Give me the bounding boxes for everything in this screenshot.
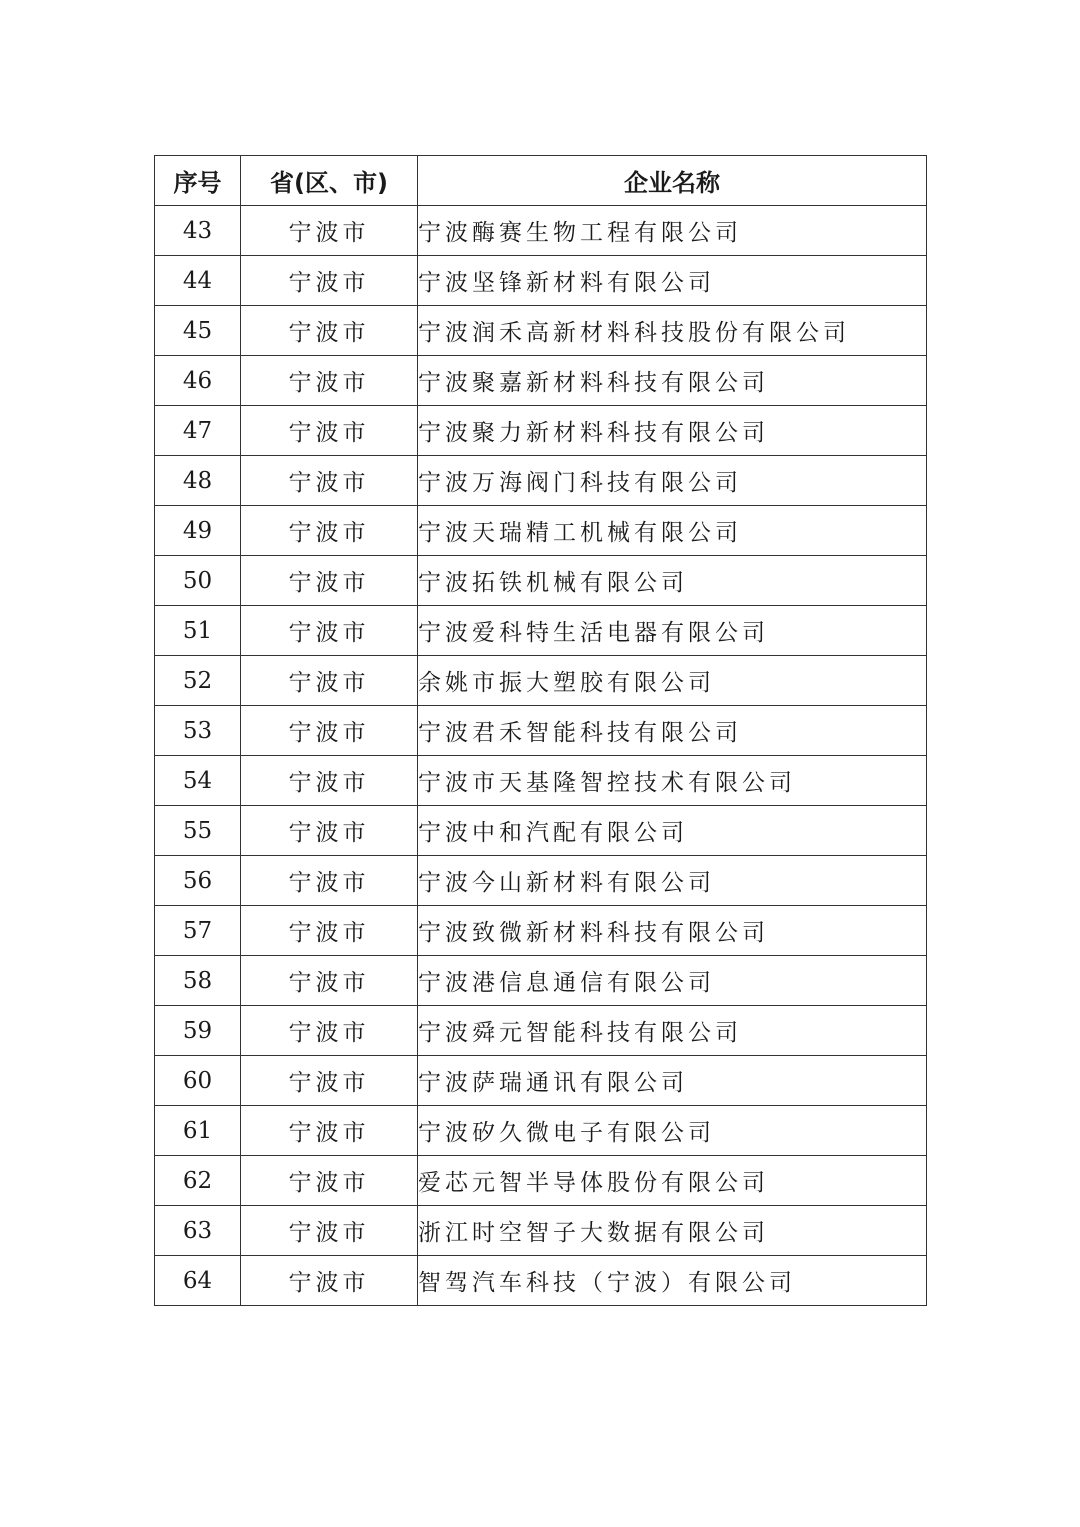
cell-province: 宁波市 bbox=[241, 756, 418, 806]
cell-province: 宁波市 bbox=[241, 856, 418, 906]
cell-province: 宁波市 bbox=[241, 356, 418, 406]
table-row bbox=[155, 206, 927, 256]
header-serial-number: 序号 bbox=[155, 156, 241, 206]
cell-province: 宁波市 bbox=[241, 1156, 418, 1206]
cell-company-name: 宁波致微新材料科技有限公司 bbox=[418, 906, 927, 956]
table-row bbox=[155, 756, 927, 806]
cell-company-name: 宁波港信息通信有限公司 bbox=[418, 956, 927, 1006]
table-row bbox=[155, 556, 927, 606]
cell-serial-number: 48 bbox=[155, 456, 241, 506]
table-row bbox=[155, 1206, 927, 1256]
cell-company-name: 智驾汽车科技（宁波）有限公司 bbox=[418, 1256, 927, 1306]
cell-province: 宁波市 bbox=[241, 456, 418, 506]
cell-province: 宁波市 bbox=[241, 256, 418, 306]
cell-serial-number: 62 bbox=[155, 1156, 241, 1206]
cell-serial-number: 61 bbox=[155, 1106, 241, 1156]
table-row bbox=[155, 356, 927, 406]
cell-serial-number: 47 bbox=[155, 406, 241, 456]
table-body bbox=[155, 206, 927, 1306]
table-row bbox=[155, 506, 927, 556]
cell-company-name: 宁波君禾智能科技有限公司 bbox=[418, 706, 927, 756]
table-row bbox=[155, 1006, 927, 1056]
cell-province: 宁波市 bbox=[241, 556, 418, 606]
cell-province: 宁波市 bbox=[241, 1006, 418, 1056]
cell-company-name: 宁波坚锋新材料有限公司 bbox=[418, 256, 927, 306]
cell-province: 宁波市 bbox=[241, 1056, 418, 1106]
cell-province: 宁波市 bbox=[241, 1106, 418, 1156]
cell-serial-number: 52 bbox=[155, 656, 241, 706]
cell-province: 宁波市 bbox=[241, 606, 418, 656]
cell-serial-number: 45 bbox=[155, 306, 241, 356]
cell-company-name: 爱芯元智半导体股份有限公司 bbox=[418, 1156, 927, 1206]
table-row bbox=[155, 606, 927, 656]
cell-province: 宁波市 bbox=[241, 406, 418, 456]
cell-company-name: 宁波润禾高新材料科技股份有限公司 bbox=[418, 306, 927, 356]
cell-company-name: 余姚市振大塑胶有限公司 bbox=[418, 656, 927, 706]
cell-province: 宁波市 bbox=[241, 656, 418, 706]
cell-company-name: 宁波市天基隆智控技术有限公司 bbox=[418, 756, 927, 806]
cell-serial-number: 60 bbox=[155, 1056, 241, 1106]
table-row bbox=[155, 256, 927, 306]
cell-serial-number: 59 bbox=[155, 1006, 241, 1056]
cell-province: 宁波市 bbox=[241, 306, 418, 356]
cell-company-name: 宁波萨瑞通讯有限公司 bbox=[418, 1056, 927, 1106]
cell-company-name: 宁波聚力新材料科技有限公司 bbox=[418, 406, 927, 456]
table-row bbox=[155, 906, 927, 956]
cell-company-name: 宁波万海阀门科技有限公司 bbox=[418, 456, 927, 506]
cell-serial-number: 64 bbox=[155, 1256, 241, 1306]
cell-serial-number: 46 bbox=[155, 356, 241, 406]
cell-province: 宁波市 bbox=[241, 956, 418, 1006]
table-row bbox=[155, 806, 927, 856]
cell-serial-number: 43 bbox=[155, 206, 241, 256]
cell-company-name: 宁波拓铁机械有限公司 bbox=[418, 556, 927, 606]
cell-serial-number: 53 bbox=[155, 706, 241, 756]
cell-serial-number: 58 bbox=[155, 956, 241, 1006]
cell-company-name: 宁波酶赛生物工程有限公司 bbox=[418, 206, 927, 256]
table-row bbox=[155, 1256, 927, 1306]
table-header-row bbox=[155, 156, 927, 206]
cell-company-name: 宁波舜元智能科技有限公司 bbox=[418, 1006, 927, 1056]
table-row bbox=[155, 706, 927, 756]
table-row bbox=[155, 1156, 927, 1206]
table-row bbox=[155, 406, 927, 456]
table-row bbox=[155, 306, 927, 356]
table-row bbox=[155, 1106, 927, 1156]
company-list-table bbox=[154, 155, 927, 1306]
cell-company-name: 浙江时空智子大数据有限公司 bbox=[418, 1206, 927, 1256]
cell-company-name: 宁波矽久微电子有限公司 bbox=[418, 1106, 927, 1156]
cell-company-name: 宁波今山新材料有限公司 bbox=[418, 856, 927, 906]
cell-serial-number: 55 bbox=[155, 806, 241, 856]
cell-province: 宁波市 bbox=[241, 1206, 418, 1256]
cell-province: 宁波市 bbox=[241, 506, 418, 556]
cell-province: 宁波市 bbox=[241, 706, 418, 756]
cell-serial-number: 44 bbox=[155, 256, 241, 306]
cell-serial-number: 51 bbox=[155, 606, 241, 656]
cell-company-name: 宁波爱科特生活电器有限公司 bbox=[418, 606, 927, 656]
cell-company-name: 宁波天瑞精工机械有限公司 bbox=[418, 506, 927, 556]
cell-serial-number: 56 bbox=[155, 856, 241, 906]
table-row bbox=[155, 1056, 927, 1106]
cell-serial-number: 63 bbox=[155, 1206, 241, 1256]
table-row bbox=[155, 656, 927, 706]
cell-serial-number: 49 bbox=[155, 506, 241, 556]
header-company-name: 企业名称 bbox=[418, 156, 927, 206]
cell-province: 宁波市 bbox=[241, 806, 418, 856]
cell-serial-number: 57 bbox=[155, 906, 241, 956]
header-province: 省(区、市) bbox=[241, 156, 418, 206]
cell-province: 宁波市 bbox=[241, 1256, 418, 1306]
cell-province: 宁波市 bbox=[241, 906, 418, 956]
table-row bbox=[155, 956, 927, 1006]
cell-province: 宁波市 bbox=[241, 206, 418, 256]
table-row bbox=[155, 456, 927, 506]
table-row bbox=[155, 856, 927, 906]
cell-serial-number: 50 bbox=[155, 556, 241, 606]
cell-company-name: 宁波中和汽配有限公司 bbox=[418, 806, 927, 856]
cell-serial-number: 54 bbox=[155, 756, 241, 806]
cell-company-name: 宁波聚嘉新材料科技有限公司 bbox=[418, 356, 927, 406]
